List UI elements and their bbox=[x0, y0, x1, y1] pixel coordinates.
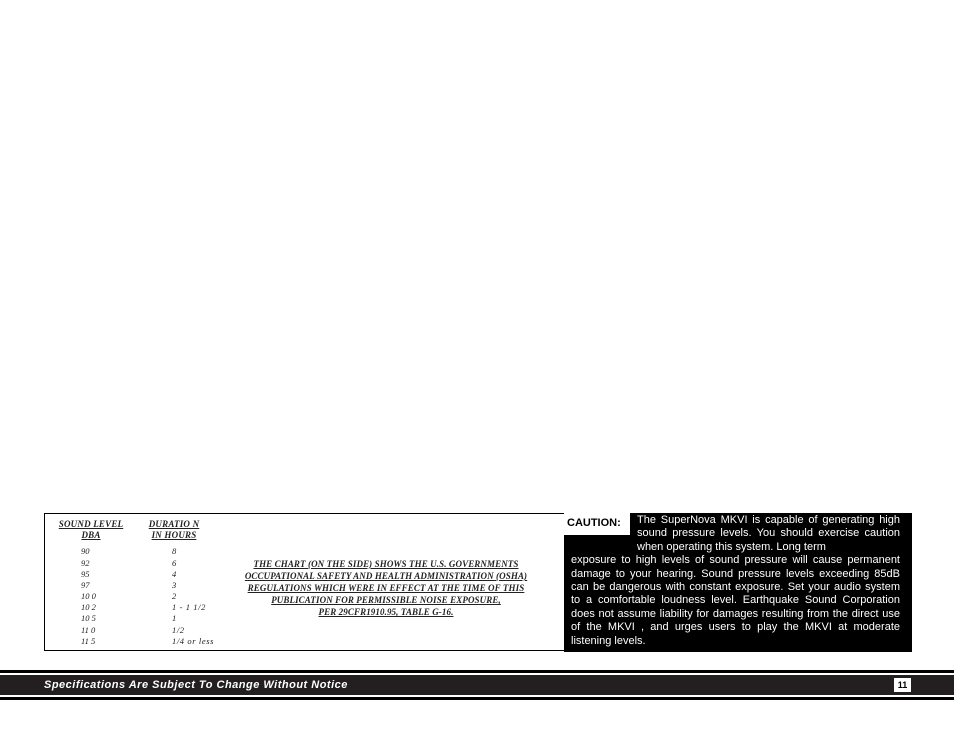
noise-exposure-table bbox=[44, 513, 564, 651]
footer-disclaimer: Specifications Are Subject To Change Without Notice bbox=[44, 679, 348, 691]
page-number: 11 bbox=[894, 678, 911, 692]
footer-bottom-rule bbox=[0, 697, 954, 700]
caution-text-intro: The SuperNova MKVI is capable of generating high sound pressure levels. You should exercise caution when operating this system. Long term bbox=[637, 514, 900, 553]
duration-cell: 1/4 or less bbox=[172, 636, 215, 646]
caution-label: CAUTION: bbox=[564, 513, 630, 535]
sound-level-cell: 10 0 bbox=[81, 591, 96, 601]
osha-note-line: OCCUPATIONAL SAFETY AND HEALTH ADMINISTRATION (OSHA) bbox=[244, 571, 528, 581]
duration-header bbox=[141, 519, 207, 541]
sound-level-cell: 97 bbox=[81, 580, 90, 590]
sound-level-cell: 95 bbox=[81, 569, 90, 579]
sound-level-cell: 10 5 bbox=[81, 613, 96, 623]
osha-note-line: PUBLICATION FOR PERMISSIBLE NOISE EXPOSURE, bbox=[271, 595, 501, 605]
sound-level-header-line2: DBA bbox=[81, 530, 101, 540]
caution-text-body: exposure to high levels of sound pressure will cause permanent damage to your hearing. Sound pressure levels exceeding 85dB can be dangerous with constant exposure. Set your audio system to a comfortable loudness level. Earthquake Sound Corporation does not assume liability for damages resulting from the direct use of the MKVI , and urges users to play the MKVI at moderate listening levels. bbox=[571, 554, 900, 647]
osha-note-line: REGULATIONS WHICH WERE IN EFFECT AT THE TIME OF THIS bbox=[247, 583, 525, 593]
footer-top-rule bbox=[0, 670, 954, 673]
duration-cell: 3 bbox=[172, 580, 177, 590]
duration-header-line1: DURATIO N bbox=[148, 519, 200, 529]
sound-level-cell: 11 0 bbox=[81, 625, 96, 635]
sound-level-header-line1: SOUND LEVEL bbox=[58, 519, 124, 529]
caution-text bbox=[571, 514, 900, 648]
osha-regulation-note bbox=[227, 558, 545, 618]
sound-level-cell: 92 bbox=[81, 558, 90, 568]
sound-level-cell: 10 2 bbox=[81, 602, 96, 612]
duration-cell: 1 bbox=[172, 613, 177, 623]
sound-level-header bbox=[53, 519, 129, 541]
osha-note-line: PER 29CFR1910.95, TABLE G-16. bbox=[318, 607, 454, 617]
sound-level-cell: 90 bbox=[81, 546, 90, 556]
duration-cell: 6 bbox=[172, 558, 177, 568]
duration-header-line2: IN HOURS bbox=[151, 530, 197, 540]
duration-cell: 1 - 1 1/2 bbox=[172, 602, 206, 612]
duration-cell: 1/2 bbox=[172, 625, 185, 635]
duration-cell: 2 bbox=[172, 591, 177, 601]
osha-note-line: THE CHART (ON THE SIDE) SHOWS THE U.S. GOVERNMENTS bbox=[253, 559, 519, 569]
duration-cell: 4 bbox=[172, 569, 177, 579]
sound-level-cell: 11 5 bbox=[81, 636, 96, 646]
duration-cell: 8 bbox=[172, 546, 177, 556]
